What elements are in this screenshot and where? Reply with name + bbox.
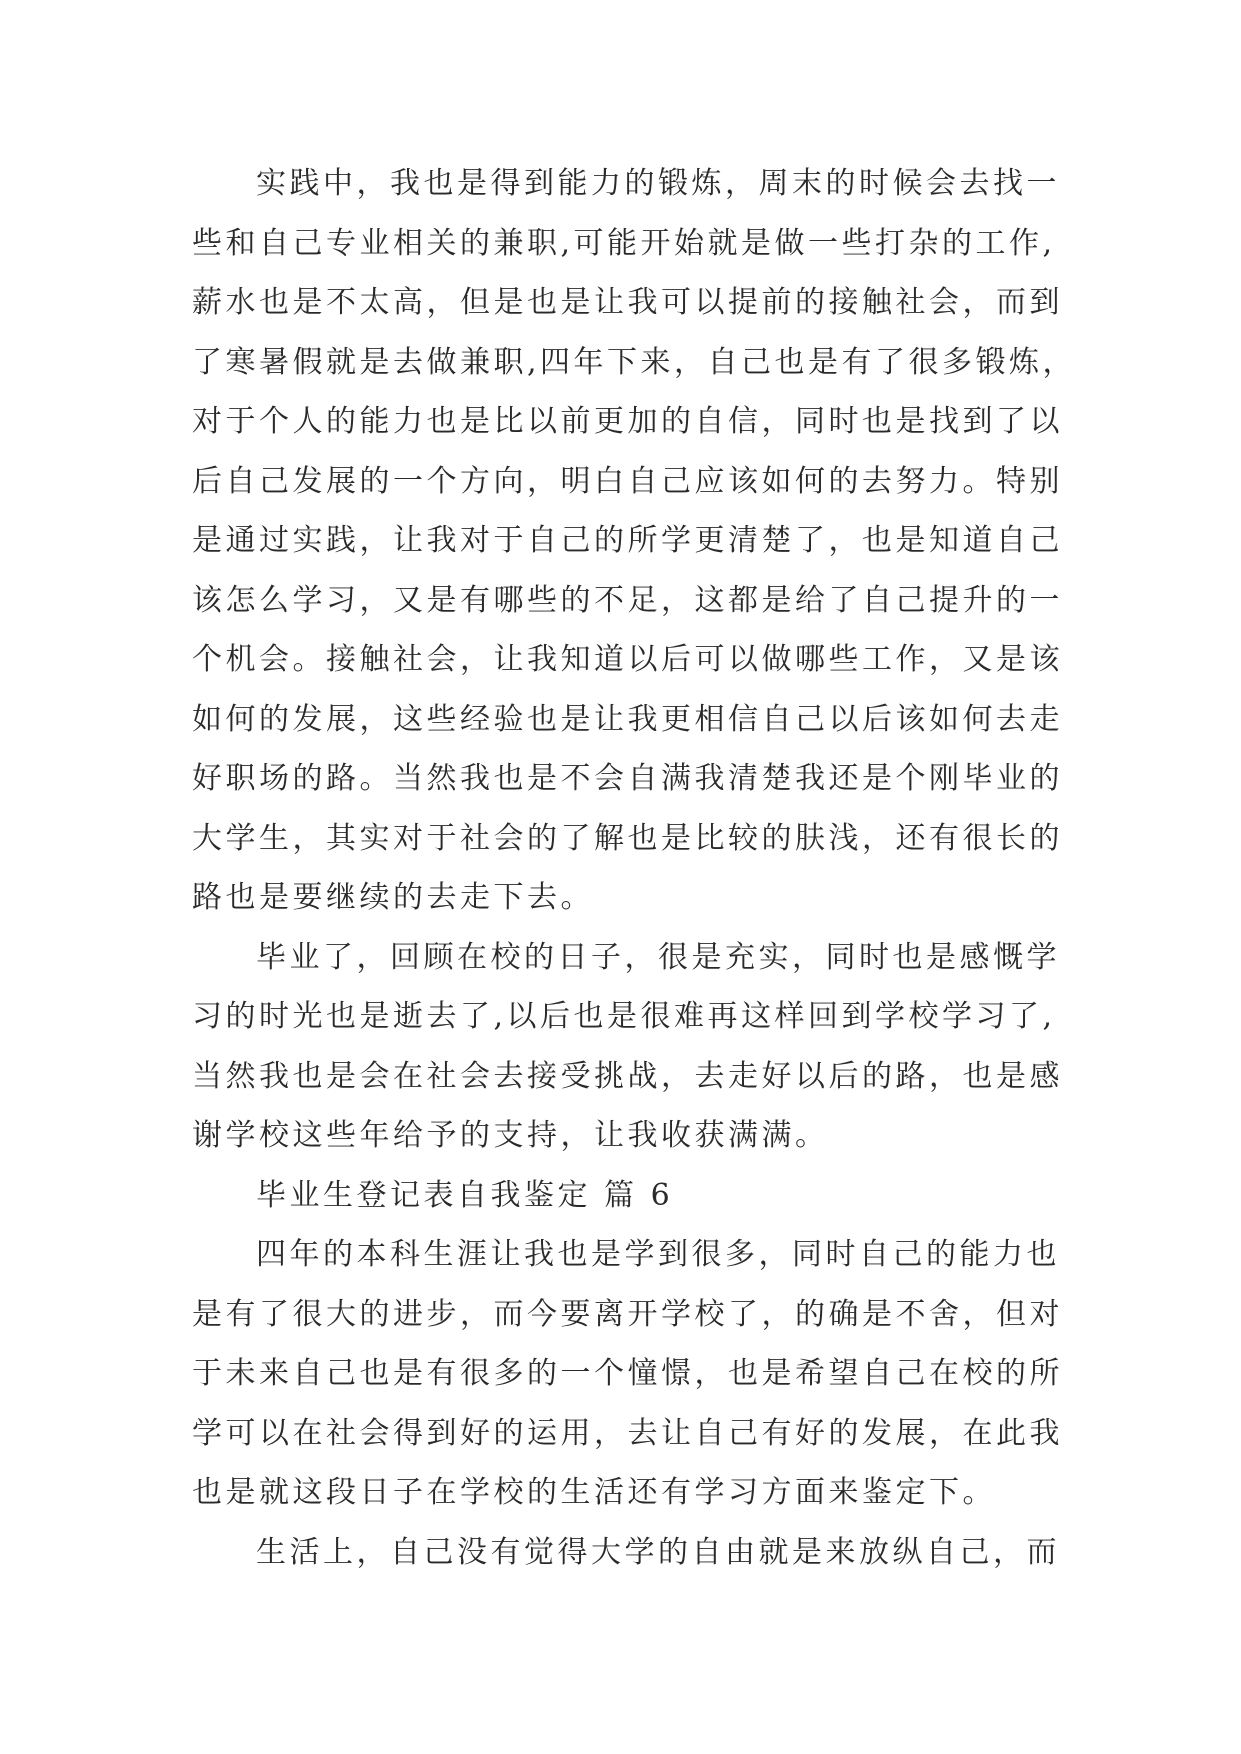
text-line: 谢学校这些年给予的支持，让我收获满满。 [192, 1118, 829, 1153]
text-line: 该怎么学习，又是有哪些的不足，这都是给了自己提升的一 [192, 582, 1063, 618]
text-line: 些和自己专业相关的兼职,可能开始就是做一些打杂的工作, [192, 225, 1056, 261]
text-line: 大学生，其实对于社会的了解也是比较的肤浅，还有很长的 [192, 820, 1063, 856]
text-line: 毕业了，回顾在校的日子，很是充实，同时也是感慨学 [256, 939, 1060, 975]
text-line: 学可以在社会得到好的运用，去让自己有好的发展，在此我 [192, 1415, 1063, 1451]
text-line: 路也是要继续的去走下去。 [192, 880, 594, 915]
text-line: 对于个人的能力也是比以前更加的自信，同时也是找到了以 [192, 404, 1063, 439]
text-line: 薪水也是不太高，但是也是让我可以提前的接触社会，而到 [192, 285, 1063, 320]
body-text [192, 154, 1092, 1582]
text-line: 生活上，自己没有觉得大学的自由就是来放纵自己，而 [256, 1534, 1060, 1570]
text-line: 毕业生登记表自我鉴定 篇 6 [256, 1177, 674, 1213]
text-line: 了寒暑假就是去做兼职,四年下来，自己也是有了很多锻炼， [192, 344, 1077, 380]
text-line: 好职场的路。当然我也是不会自满我清楚我还是个刚毕业的 [192, 761, 1063, 796]
text-line: 也是就这段日子在学校的生活还有学习方面来鉴定下。 [192, 1475, 996, 1510]
text-line: 个机会。接触社会，让我知道以后可以做哪些工作，又是该 [192, 642, 1063, 677]
text-line: 如何的发展，这些经验也是让我更相信自己以后该如何去走 [192, 701, 1063, 737]
text-line: 实践中，我也是得到能力的锻炼，周末的时候会去找一 [256, 166, 1060, 201]
text-line: 当然我也是会在社会去接受挑战，去走好以后的路，也是感 [192, 1058, 1063, 1094]
text-line: 后自己发展的一个方向，明白自己应该如何的去努力。特别 [192, 463, 1063, 499]
text-line: 是通过实践，让我对于自己的所学更清楚了，也是知道自己 [192, 523, 1063, 558]
text-line: 是有了很大的进步，而今要离开学校了，的确是不舍，但对 [192, 1296, 1063, 1332]
text-line: 于未来自己也是有很多的一个憧憬，也是希望自己在校的所 [192, 1356, 1063, 1391]
text-line: 四年的本科生涯让我也是学到很多，同时自己的能力也 [256, 1237, 1060, 1272]
text-line: 习的时光也是逝去了,以后也是很难再这样回到学校学习了, [192, 999, 1056, 1034]
